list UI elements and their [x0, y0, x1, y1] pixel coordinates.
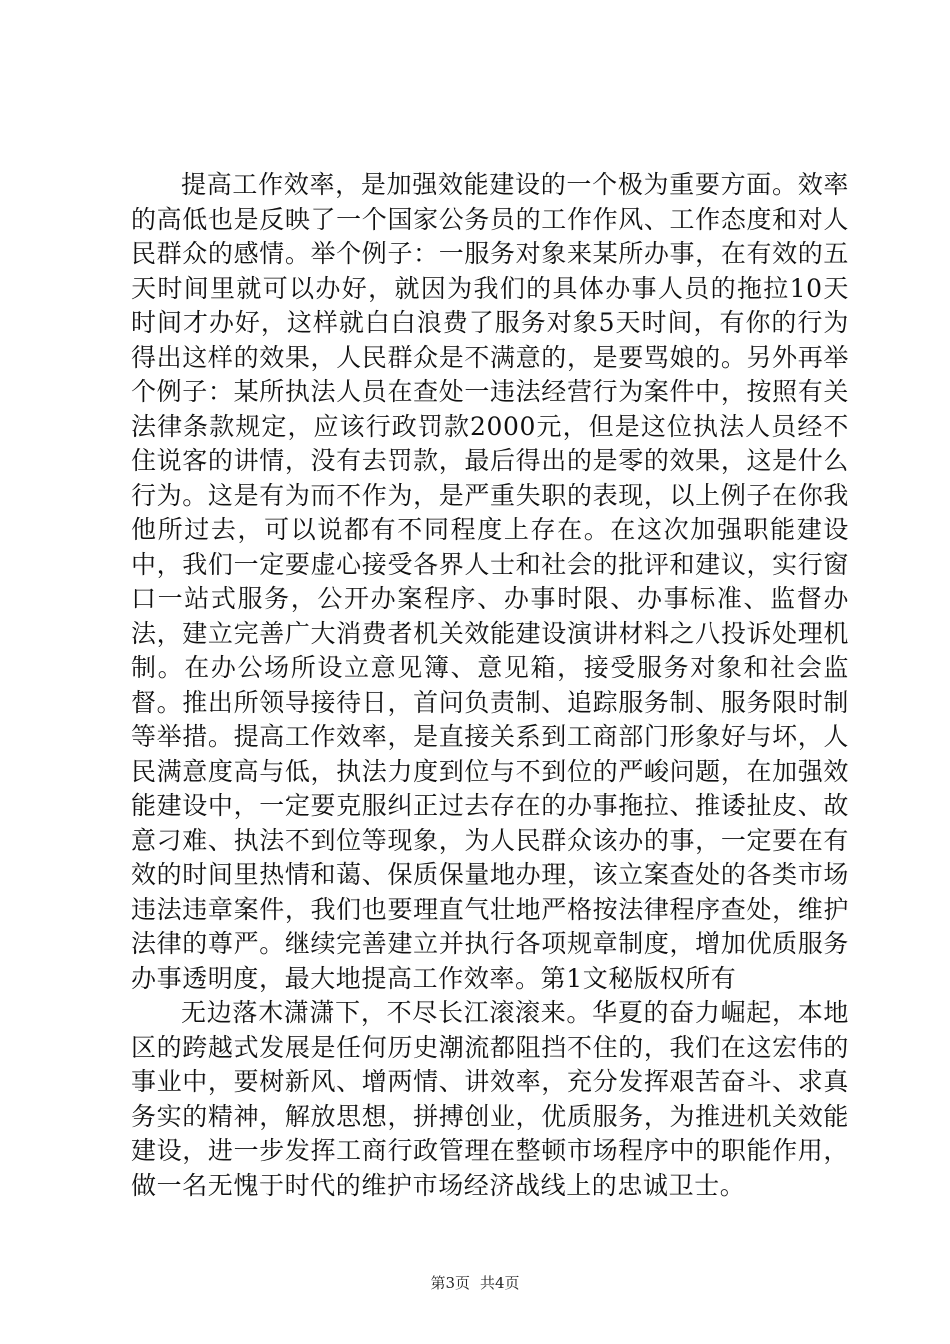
page-number: 第3页: [430, 1274, 470, 1292]
body-paragraph-2: 无边落木潇潇下，不尽长江滚滚来。华夏的奋力崛起，本地区的跨越式发展是任何历史潮流都阻挡不住的，我们在这宏伟的事业中，要树新风、增两情、讲效率，充分发挥艰苦奋斗、求真务实的精神，解放思想，拼搏创业，优质服务，为推进机关效能建设，进一步发挥工商行政管理在整顿市场程序中的职能作用，做一名无愧于时代的维护市场经济战线上的忠诚卫士。: [131, 998, 849, 1200]
body-paragraph-1: 提高工作效率，是加强效能建设的一个极为重要方面。效率的高低也是反映了一个国家公务员的工作作风、工作态度和对人民群众的感情。举个例子：一服务对象来某所办事，在有效的五天时间里就可以办好，就因为我们的具体办事人员的拖拉10天时间才办好，这样就白白浪费了服务对象5天时间，有你的行为得出这样的效果，人民群众是不满意的，是要骂娘的。另外再举个例子：某所执法人员在查处一违法经营行为案件中，按照有关法律条款规定，应该行政罚款2000元，但是这位执法人员经不住说客的讲情，没有去罚款，最后得出的是零的效果，这是什么行为。这是有为而不作为，是严重失职的表现，以上例子在你我他所过去，可以说都有不同程度上存在。在这次加强职能建设中，我们一定要虚心接受各界人士和社会的批评和建议，实行窗口一站式服务，公开办案程序、办事时限、办事标准、监督办法，建立完善广大消费者机关效能建设演讲材料之八投诉处理机制。在办公场所设立意见簿、意见箱，接受服务对象和社会监督。推出所领导接待日，首问负责制、追踪服务制、服务限时制等举措。提高工作效率，是直接关系到工商部门形象好与坏，人民满意度高与低，执法力度到位与不到位的严峻问题，在加强效能建设中，一定要克服纠正过去存在的办事拖拉、推诿扯皮、故意刁难、执法不到位等现象，为人民群众该办的事，一定要在有效的时间里热情和蔼、保质保量地办理，该立案查处的各类市场违法违章案件，我们也要理直气壮地严格按法律程序查处，维护法律的尊严。继续完善建立并执行各项规章制度，增加优质服务办事透明度，最大地提高工作效率。第1文秘版权所有: [131, 170, 849, 993]
page-total: 共4页: [480, 1274, 520, 1292]
page-footer: [0, 1273, 950, 1293]
document-body: [131, 168, 849, 1203]
